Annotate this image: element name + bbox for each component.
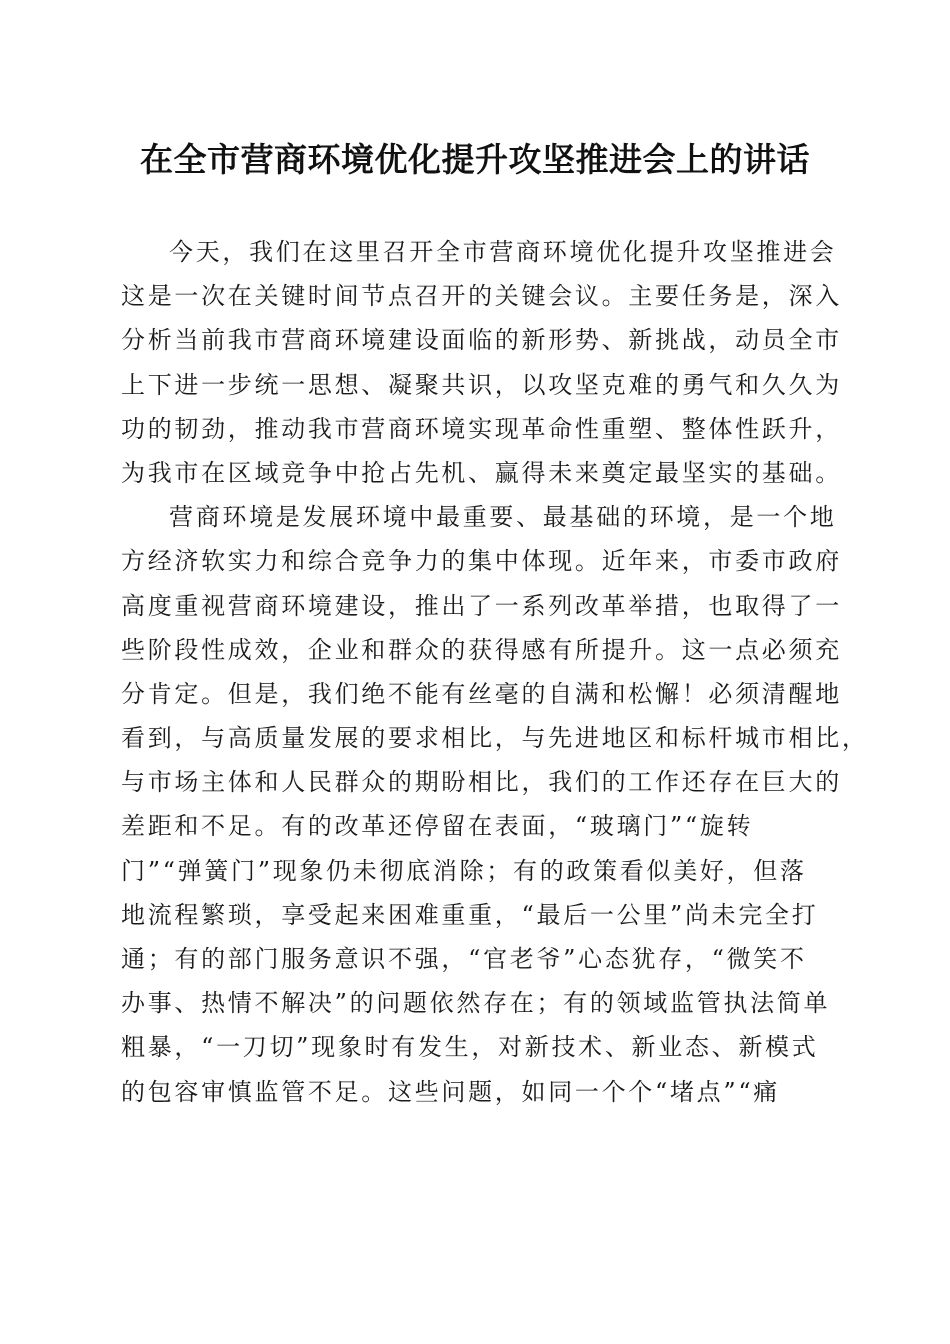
document-title: 在全市营商环境优化提升攻坚推进会上的讲话: [140, 140, 810, 179]
paragraph-line: 营商环境是发展环境中最重要、最基础的环境，是一个地: [169, 503, 837, 532]
paragraph-line: 粗暴，“一刀切”现象时有发生，对新技术、新业态、新模式: [121, 1033, 819, 1062]
paragraph-line: 门”“弹簧门”现象仍未彻底消除；有的政策看似美好，但落: [121, 856, 807, 885]
paragraph-line: 功的韧劲，推动我市营商环境实现革命性重塑、整体性跃升，: [121, 414, 842, 443]
paragraph-line: 办事、热情不解决”的问题依然存在；有的领域监管执法简单: [121, 989, 831, 1018]
paragraph-line: 今天，我们在这里召开全市营商环境优化提升攻坚推进会: [169, 238, 837, 266]
paragraph-1: [121, 230, 842, 495]
paragraph-line: 分析当前我市营商环境建设面临的新形势、新挑战，动员全市: [121, 326, 842, 355]
paragraph-line: 的包容审慎监管不足。这些问题，如同一个个“堵点”“痛: [121, 1077, 781, 1106]
document-body: [121, 230, 869, 1114]
paragraph-line: 为我市在区域竞争中抢占先机、赢得未来奠定最坚实的基础。: [121, 458, 842, 487]
paragraph-line: 高度重视营商环境建设，推出了一系列改革举措，也取得了一: [121, 591, 842, 620]
paragraph-line: 看到，与高质量发展的要求相比，与先进地区和标杆城市相比，: [121, 724, 869, 753]
paragraph-line: 些阶段性成效，企业和群众的获得感有所提升。这一点必须充: [121, 635, 842, 664]
paragraph-line: 上下进一步统一思想、凝聚共识，以攻坚克难的勇气和久久为: [121, 370, 842, 399]
paragraph-line: 地流程繁琐，享受起来困难重重，“最后一公里”尚未完全打: [121, 900, 819, 929]
paragraph-line: 这是一次在关键时间节点召开的关键会议。主要任务是，深入: [121, 282, 842, 311]
paragraph-line: 分肯定。但是，我们绝不能有丝毫的自满和松懈！必须清醒地: [121, 679, 842, 708]
paragraph-2: [121, 495, 869, 1114]
paragraph-line: 与市场主体和人民群众的期盼相比，我们的工作还存在巨大的: [121, 768, 842, 797]
paragraph-line: 通；有的部门服务意识不强，“官老爷”心态犹存，“微笑不: [121, 945, 807, 973]
paragraph-line: 差距和不足。有的改革还停留在表面，“玻璃门”“旋转: [121, 812, 754, 841]
paragraph-line: 方经济软实力和综合竞争力的集中体现。近年来，市委市政府: [121, 547, 842, 576]
